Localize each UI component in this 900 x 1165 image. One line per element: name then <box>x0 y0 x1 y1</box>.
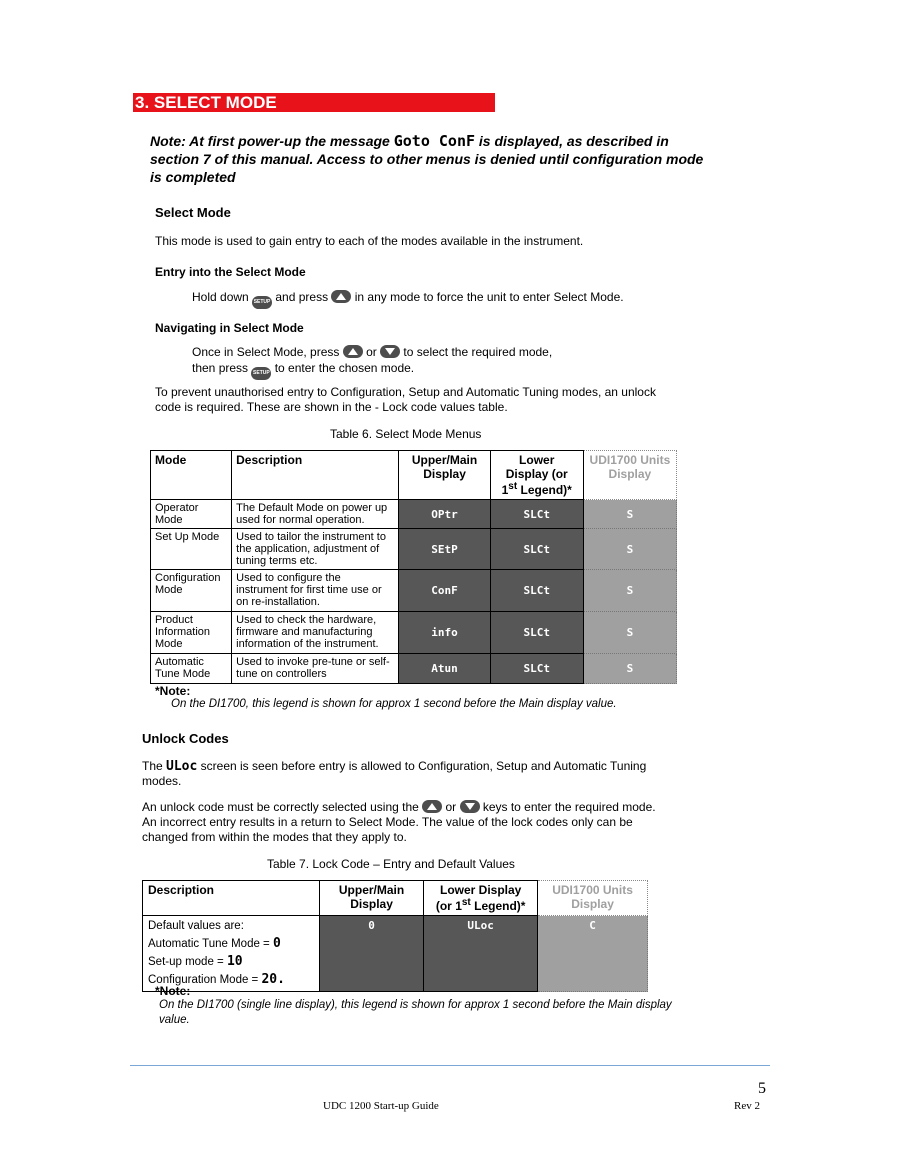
cell-udi: S <box>583 654 676 684</box>
desc-line-setup <box>148 953 314 971</box>
col-header-description: Description <box>232 451 399 500</box>
table-row <box>151 654 677 684</box>
cell-mode: Operator Mode <box>151 500 232 529</box>
unlock-code: ULoc <box>166 759 198 774</box>
cell-description: Used to configure the instrument for first time use or on re-installation. <box>232 570 399 612</box>
navigating-text-line1 <box>192 345 552 360</box>
col-header-mode: Mode <box>151 451 232 500</box>
desc-line-auto-tune <box>148 935 314 953</box>
cell-lower: SLCt <box>490 654 583 684</box>
table7-note-label: *Note: <box>155 984 191 998</box>
nav-text-3: to select the required mode, <box>400 345 553 359</box>
col-header-udi: UDI1700 Units Display <box>538 881 648 916</box>
prevent-text: To prevent unauthorised entry to Configuration, Setup and Automatic Tuning modes, an unlock code is required. These are shown in the - Lock code values table. <box>155 385 656 414</box>
cell-lower: SLCt <box>490 570 583 612</box>
entry-text-1: Hold down <box>192 290 253 304</box>
cell-upper: 0 <box>319 916 423 992</box>
cell-mode: Configuration Mode <box>151 570 232 612</box>
unlock-paragraph-1 <box>142 759 662 789</box>
up-arrow-key-icon <box>343 345 363 358</box>
cell-description: The Default Mode on power up used for normal operation. <box>232 500 399 529</box>
col-header-description: Description <box>143 881 320 916</box>
cell-mode: Product Information Mode <box>151 612 232 654</box>
entry-text-3: in any mode to force the unit to enter Select Mode. <box>351 290 624 304</box>
note-code: Goto ConF <box>393 132 476 150</box>
up-arrow-key-icon <box>331 290 351 303</box>
footer-rule <box>130 1065 770 1066</box>
nav-text-5: to enter the chosen mode. <box>271 361 415 375</box>
config-note <box>150 132 710 186</box>
cell-udi: C <box>538 916 648 992</box>
col-header-udi: UDI1700 Units Display <box>583 451 676 500</box>
setup-key-icon: SETUP <box>251 367 271 380</box>
desc-label: Set-up mode = <box>148 956 227 968</box>
col-header-lower: Lower Display (or 1st Legend)* <box>490 451 583 500</box>
unlock-p2c: keys to enter the required mode. An incorrect entry results in a return to Select Mode. The value of the lock codes only can be changed from within the modes that they apply to. <box>142 800 656 844</box>
up-arrow-key-icon <box>422 800 442 813</box>
unlock-paragraph-2 <box>142 800 672 845</box>
cell-upper: Atun <box>399 654 490 684</box>
cell-upper: info <box>399 612 490 654</box>
cell-udi: S <box>583 529 676 570</box>
section-title: 3. SELECT MODE <box>133 93 495 112</box>
desc-label: Configuration Mode = <box>148 974 262 986</box>
down-arrow-key-icon <box>460 800 480 813</box>
select-mode-table <box>150 450 677 684</box>
table7-caption: Table 7. Lock Code – Entry and Default Values <box>267 857 515 871</box>
cell-description: Used to tailor the instrument to the application, adjustment of tuning terms etc. <box>232 529 399 570</box>
unlock-p2b: or <box>442 800 460 814</box>
unlock-p2a: An unlock code must be correctly selected using the <box>142 800 423 814</box>
cell-lower: SLCt <box>490 500 583 529</box>
table6-note-text: On the DI1700, this legend is shown for approx 1 second before the Main display value. <box>171 698 617 710</box>
cell-description <box>143 916 320 992</box>
table-row <box>151 500 677 529</box>
col-header-lower: Lower Display (or 1st Legend)* <box>424 881 538 916</box>
cell-lower: SLCt <box>490 612 583 654</box>
cell-lower: ULoc <box>424 916 538 992</box>
navigating-heading: Navigating in Select Mode <box>155 321 304 335</box>
cell-upper: OPtr <box>399 500 490 529</box>
note-text-2: is displayed, as described in section 7 of this manual. Access to other menus is denied until configuration mode is completed <box>150 133 704 185</box>
entry-text-2: and press <box>272 290 332 304</box>
down-arrow-key-icon <box>380 345 400 358</box>
entry-heading: Entry into the Select Mode <box>155 265 306 279</box>
table-row <box>151 570 677 612</box>
cell-upper: ConF <box>399 570 490 612</box>
unlock-p1a: The <box>142 759 167 773</box>
cell-mode: Set Up Mode <box>151 529 232 570</box>
col-header-upper: Upper/Main Display <box>399 451 490 500</box>
cell-udi: S <box>583 570 676 612</box>
table6-note-label: *Note: <box>155 684 191 698</box>
table-row <box>143 916 648 992</box>
table7-note-text: On the DI1700 (single line display), this legend is shown for approx 1 second before the Main display value. <box>159 999 672 1026</box>
cell-description: Used to invoke pre-tune or self-tune on controllers <box>232 654 399 684</box>
desc-label: Automatic Tune Mode = <box>148 938 273 950</box>
select-mode-heading: Select Mode <box>155 205 231 220</box>
cell-udi: S <box>583 500 676 529</box>
desc-value: 0 <box>272 936 281 951</box>
table-row <box>151 529 677 570</box>
cell-upper: SEtP <box>399 529 490 570</box>
setup-key-icon: SETUP <box>252 296 272 309</box>
desc-value: 10 <box>226 954 243 969</box>
navigating-text-line2 <box>192 361 414 380</box>
nav-text-2: or <box>362 345 381 359</box>
desc-value: 20. <box>261 972 285 987</box>
cell-description: Used to check the hardware, firmware and manufacturing information of the instrument. <box>232 612 399 654</box>
table-row <box>151 612 677 654</box>
entry-text <box>192 290 624 309</box>
footer-guide-title: UDC 1200 Start-up Guide <box>323 1100 439 1112</box>
note-text-1: Note: At first power-up the message <box>150 133 394 149</box>
lock-code-table <box>142 880 648 992</box>
desc-line-default: Default values are: <box>148 920 244 932</box>
cell-udi: S <box>583 612 676 654</box>
select-mode-text: This mode is used to gain entry to each of the modes available in the instrument. <box>155 234 584 248</box>
col-header-upper: Upper/Main Display <box>319 881 423 916</box>
table6-caption: Table 6. Select Mode Menus <box>330 427 482 441</box>
cell-lower: SLCt <box>490 529 583 570</box>
cell-mode: Automatic Tune Mode <box>151 654 232 684</box>
nav-text-1: Once in Select Mode, press <box>192 345 343 359</box>
nav-text-4: then press <box>192 361 252 375</box>
page-number: 5 <box>758 1080 766 1097</box>
unlock-p1b: screen is seen before entry is allowed to Configuration, Setup and Automatic Tuning modes. <box>142 759 647 788</box>
footer-rev: Rev 2 <box>734 1100 760 1112</box>
unlock-heading: Unlock Codes <box>142 731 229 746</box>
